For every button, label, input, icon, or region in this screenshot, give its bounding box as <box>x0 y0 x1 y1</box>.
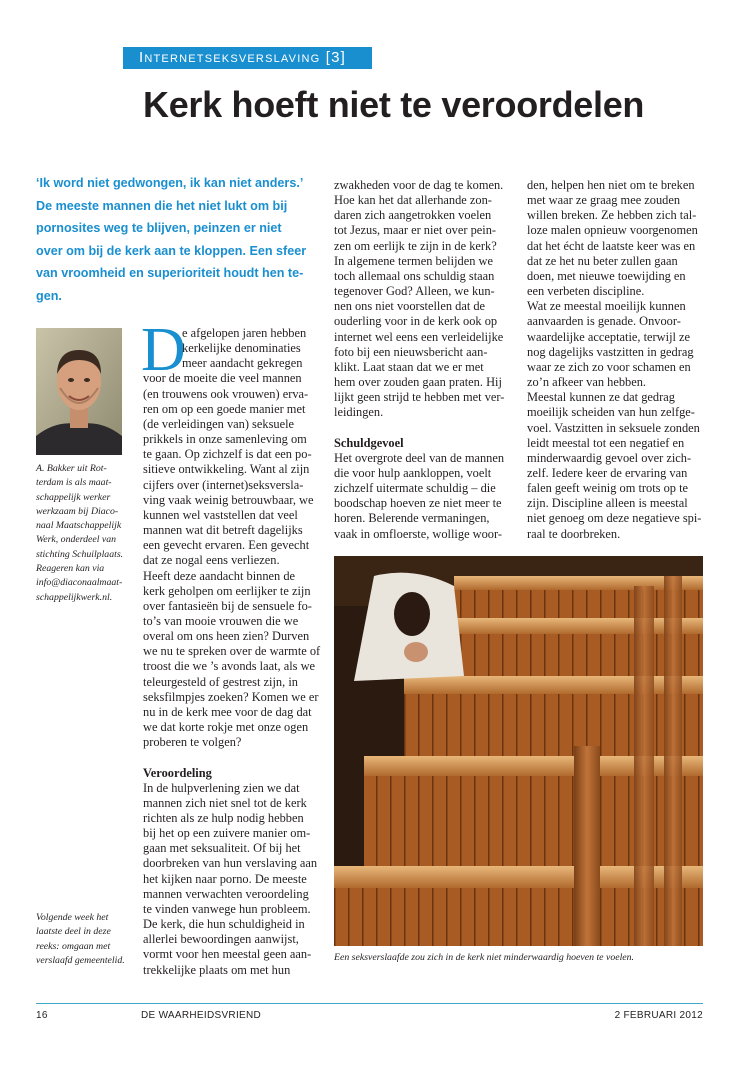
body-text-line: mannen wat dit betreft dagelijks <box>143 523 303 538</box>
body-text-line: zwakheden voor de dag te komen. <box>334 178 504 192</box>
bio-line: naal Maatschappelijk <box>36 520 122 532</box>
body-text-line: vormt voor hen meestal geen aan- <box>143 947 312 962</box>
body-text-line: minderwaardig gevoel over zich- <box>527 450 692 465</box>
author-photo <box>36 328 122 455</box>
body-text-line: richten als ze hulp nodig hebben <box>143 810 304 825</box>
body-text-line: het kijken naar porno. De meeste <box>143 871 307 886</box>
note-line: reeks: omgaan met <box>36 940 111 952</box>
body-text-line: over fantasieën bij de sensuele fo- <box>143 598 312 613</box>
body-text-line: een verbeten discipline. <box>527 284 645 299</box>
page-number: 16 <box>36 1010 48 1021</box>
body-text-line <box>334 421 514 436</box>
body-text-line: internet wel eens een verleidelijke <box>334 329 504 344</box>
body-text-line: te gaan. Op zichzelf is dat een po- <box>143 447 312 462</box>
bio-line: schappelijk werker <box>36 491 111 503</box>
bio-line: schappelijkwerk.nl. <box>36 591 113 603</box>
body-text-line: een gevecht ervaren. Een gevecht <box>143 538 310 553</box>
body-text-line: loze malen opnieuw voorgenomen <box>527 223 698 238</box>
body-text-line: prikkels in onze samenleving om <box>143 432 307 447</box>
body-text-line: zelf. Iedere keer de ervaring van <box>527 465 688 480</box>
body-text-line: doorbreken van hun verslaving aan <box>143 856 318 871</box>
body-text-line: Meestal kunnen ze dat gedrag <box>527 390 675 405</box>
bio-line: A. Bakker uit Rot- <box>36 463 107 474</box>
body-text-line: horen. Belerende vermaningen, <box>334 511 490 526</box>
body-text-line: zijn. Discipline alleen is meestal <box>527 496 688 511</box>
body-text-line: e afgelopen jaren hebben <box>182 326 307 340</box>
body-text-line: cijfers over (internet)seksversla- <box>143 477 304 492</box>
body-text-line: nu in de kerk mee voor de dag dat <box>143 704 312 719</box>
body-text-line: zen om eerlijk te zijn in de kerk? <box>334 238 497 253</box>
body-text-line: dat ze het nu beter zullen gaan <box>527 253 678 268</box>
body-text-line: Hoe kan het dat allerhande zon- <box>334 193 492 208</box>
body-text-line: willen breken. Ze hebben zich tal- <box>527 208 697 223</box>
author-bio <box>36 462 136 605</box>
body-text-line: Heeft deze aandacht binnen de <box>143 568 296 583</box>
body-text-line: aanvaarden is genade. Onvoor- <box>527 314 681 329</box>
body-text-line: kerk geholpen om eerlijker te zijn <box>143 583 311 598</box>
body-text-line: troost die we ’s avonds laat, als we <box>143 659 316 674</box>
body-text-line: raal te doorbreken. <box>527 526 621 541</box>
body-text-line: ouderling voor in de kerk ook op <box>334 314 498 329</box>
body-text-line: seksfilmpjes zoeken? Komen we er <box>143 689 319 704</box>
body-text-line: we dat korte rokje met onze ogen <box>143 720 309 735</box>
body-text-line: falen geeft weinig om trots op te <box>527 481 689 496</box>
body-text-line: overal om ons heen zien? Durven <box>143 629 310 644</box>
issue-date: 2 FEBRUARI 2012 <box>614 1010 703 1021</box>
body-text-line: zo’n afkeer van hebben. <box>527 375 647 390</box>
body-column-2 <box>334 178 514 542</box>
body-text-line: den, helpen hen niet om te breken <box>527 178 695 192</box>
note-line: verslaafd gemeentelid. <box>36 954 125 966</box>
body-text-line: kunnen wel vaststellen dat veel <box>143 507 298 522</box>
church-pews-photo <box>334 556 703 946</box>
body-text-line: niet genoeg om deze negatieve spi- <box>527 511 702 526</box>
body-text-line: bij het op een zuivere manier om- <box>143 826 311 841</box>
body-text-line: sitieve ontwikkeling. Want al zijn <box>143 462 310 477</box>
body-text-line: voor de moeite die veel mannen <box>143 371 302 386</box>
body-text-line: ving vaak weinig betrouwbaar, we <box>143 492 314 507</box>
body-text-line: met waar ze graag mee zouden <box>527 193 681 208</box>
body-text-line: leidingen. <box>334 405 384 420</box>
article-lede <box>36 172 326 308</box>
lede-line: van vroomheid en superioriteit houdt hen te- <box>36 266 304 281</box>
body-column-3 <box>527 178 707 542</box>
section-heading: Schuldgevoel <box>334 435 404 450</box>
bio-line: Reageren kan via <box>36 563 105 575</box>
body-text-line: daren zich aangetrokken voelen <box>334 208 492 223</box>
body-text-line: (de verleidingen van) seksuele <box>143 416 295 431</box>
body-text-line: tegenover God? Alleen, we kun- <box>334 284 495 299</box>
lede-line: over om bij de kerk aan te kloppen. Een sfeer <box>36 243 307 258</box>
body-column-1 <box>143 326 323 978</box>
lede-line: gen. <box>36 288 62 303</box>
body-text-line: te vinden vanwege hun probleem. <box>143 901 311 916</box>
body-text-line: voel. Vastzitten in seksuele zonden <box>527 420 700 435</box>
body-text-line <box>143 750 323 765</box>
body-text-line: teleurgesteld of gestrest zijn, in <box>143 674 298 689</box>
body-text-line: moeilijk scheiden van hun zelfge- <box>527 405 695 420</box>
body-text-line: gaan met seksualiteit. Of bij het <box>143 841 301 856</box>
note-line: Volgende week het <box>36 912 109 923</box>
body-text-line: Wat ze meestal moeilijk kunnen <box>527 299 686 314</box>
drop-cap: D <box>141 316 186 384</box>
body-text-line: ren om op een goede manier met <box>143 401 306 416</box>
body-text-line: tot Jezus, maar er niet over pein- <box>334 223 497 238</box>
body-text-line: mannen zich niet snel tot de kerk <box>143 795 307 810</box>
note-line: laatste deel in deze <box>36 926 111 938</box>
body-text-line: proberen te volgen? <box>143 735 242 750</box>
body-text-line: waardelijke acceptatie, terwijl ze <box>527 329 691 344</box>
photo-caption: Een seksverslaafde zou zich in de kerk niet minderwaardig hoeven te voelen. <box>334 952 634 963</box>
body-text-line: klikt. Laat staan dat we er met <box>334 359 484 374</box>
body-text-line: dat ze nogal eens verliezen. <box>143 553 280 568</box>
body-text-line: we nu te spreken over de warmte of <box>143 644 321 659</box>
body-text-line: De kerk, die hun schuldigheid in <box>143 917 305 932</box>
body-text-line: dat het écht de laatste keer was en <box>527 238 696 253</box>
lede-line: ‘Ik word niet gedwongen, ik kan niet anders.’ <box>36 176 304 190</box>
body-text-line: waar ze zich zo voor schamen en <box>527 359 691 374</box>
body-text-line: lijkt geen strijd te hebben met ver- <box>334 390 505 405</box>
body-text-line: boodschap hoeven ze niet meer te <box>334 496 502 511</box>
bio-line: Werk, onderdeel van <box>36 534 117 546</box>
bio-line: terdam is als maat- <box>36 477 112 489</box>
article-title: Kerk hoeft niet te veroordelen <box>143 84 645 125</box>
section-heading: Veroordeling <box>143 765 212 780</box>
lede-line: pornosites weg te blijven, peinzen er niet <box>36 221 282 236</box>
body-text-line: foto bij een nieuwsbericht aan- <box>334 344 488 359</box>
body-text-line: Het overgrote deel van de mannen <box>334 450 505 465</box>
series-banner: Internetseksverslaving [3] <box>123 47 372 69</box>
next-week-note <box>36 911 136 968</box>
body-text-line: In de hulpverlening zien we dat <box>143 780 300 795</box>
body-text-line: mannen verwachten veroordeling <box>143 886 309 901</box>
body-text-line: kerkelijke denominaties <box>182 341 301 356</box>
bio-line: werkzaam bij Diaco- <box>36 505 119 517</box>
body-text-line: In algemene termen belijden we <box>334 253 493 268</box>
body-text-line: to’s van mooie vrouwen die we <box>143 613 299 628</box>
body-text-line: doen, met nieuwe toewijding en <box>527 268 686 283</box>
magazine-name: DE WAARHEIDSVRIEND <box>141 1010 262 1021</box>
body-text-line: allerlei bewoordingen aanwijst, <box>143 932 299 947</box>
body-text-line: nen ons niet voorstellen dat de <box>334 299 486 314</box>
body-text-line: nog dagelijks vastzitten in gedrag <box>527 344 694 359</box>
body-text-line: (en trouwens ook vrouwen) erva- <box>143 386 309 401</box>
bio-line: stichting Schuilplaats. <box>36 548 124 560</box>
body-text-line: toch allemaal ons schuldig staan <box>334 268 495 283</box>
footer-divider <box>36 1003 703 1004</box>
bio-line: info@diaconaalmaat- <box>36 577 123 589</box>
body-text-line: meer aandacht gekregen <box>182 356 303 371</box>
body-text-line: hem over zouden gaan praten. Hij <box>334 375 502 390</box>
body-text-line: trekkelijke plaats om met hun <box>143 962 291 977</box>
body-text-line: leidt meestal tot een negatief en <box>527 435 685 450</box>
body-text-line: vaak in omfloerste, wollige woor- <box>334 526 503 541</box>
lede-line: De meeste mannen die het niet lukt om bij <box>36 198 288 213</box>
body-text-line: zichzelf uitermate schuldig – die <box>334 481 496 496</box>
body-text-line: die voor hulp aankloppen, voelt <box>334 465 492 480</box>
